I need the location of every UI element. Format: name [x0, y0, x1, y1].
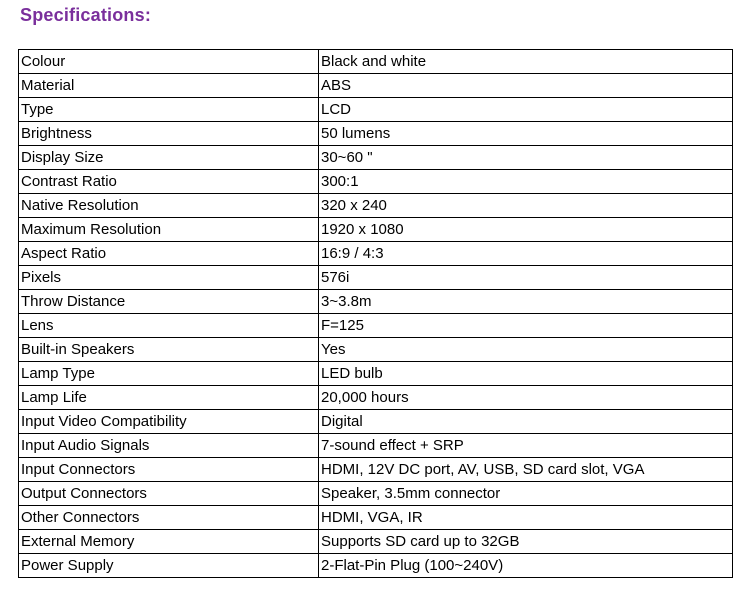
spec-value: 30~60 " — [319, 146, 733, 170]
table-row — [19, 98, 733, 122]
spec-label: Output Connectors — [19, 482, 319, 506]
table-row — [19, 218, 733, 242]
spec-label: Power Supply — [19, 554, 319, 578]
spec-value: 2-Flat-Pin Plug (100~240V) — [319, 554, 733, 578]
spec-label: Native Resolution — [19, 194, 319, 218]
spec-value: Speaker, 3.5mm connector — [319, 482, 733, 506]
spec-value: HDMI, 12V DC port, AV, USB, SD card slot, VGA — [319, 458, 733, 482]
spec-label: Built-in Speakers — [19, 338, 319, 362]
spec-label: Lamp Life — [19, 386, 319, 410]
spec-value: Digital — [319, 410, 733, 434]
spec-value: HDMI, VGA, IR — [319, 506, 733, 530]
spec-label: Display Size — [19, 146, 319, 170]
spec-label: Pixels — [19, 266, 319, 290]
table-row — [19, 122, 733, 146]
spec-value: LED bulb — [319, 362, 733, 386]
table-row — [19, 50, 733, 74]
spec-label: Throw Distance — [19, 290, 319, 314]
spec-label: Input Connectors — [19, 458, 319, 482]
spec-value: 3~3.8m — [319, 290, 733, 314]
specifications-table-body — [19, 50, 733, 578]
spec-label: Input Audio Signals — [19, 434, 319, 458]
spec-label: Input Video Compatibility — [19, 410, 319, 434]
spec-label: Lamp Type — [19, 362, 319, 386]
table-row — [19, 410, 733, 434]
spec-label: Brightness — [19, 122, 319, 146]
table-row — [19, 290, 733, 314]
spec-value: 16:9 / 4:3 — [319, 242, 733, 266]
spec-label: Aspect Ratio — [19, 242, 319, 266]
spec-label: Material — [19, 74, 319, 98]
table-row — [19, 74, 733, 98]
spec-value: 300:1 — [319, 170, 733, 194]
table-row — [19, 482, 733, 506]
table-row — [19, 506, 733, 530]
spec-value: Yes — [319, 338, 733, 362]
spec-value: 1920 x 1080 — [319, 218, 733, 242]
table-row — [19, 242, 733, 266]
spec-value: Supports SD card up to 32GB — [319, 530, 733, 554]
table-row — [19, 266, 733, 290]
spec-value: 50 lumens — [319, 122, 733, 146]
spec-label: Type — [19, 98, 319, 122]
table-row — [19, 314, 733, 338]
table-row — [19, 170, 733, 194]
spec-value: 320 x 240 — [319, 194, 733, 218]
table-row — [19, 458, 733, 482]
table-row — [19, 338, 733, 362]
table-row — [19, 530, 733, 554]
spec-value: F=125 — [319, 314, 733, 338]
spec-value: 7-sound effect + SRP — [319, 434, 733, 458]
spec-label: Other Connectors — [19, 506, 319, 530]
spec-value: 576i — [319, 266, 733, 290]
spec-label: Contrast Ratio — [19, 170, 319, 194]
table-row — [19, 434, 733, 458]
spec-label: External Memory — [19, 530, 319, 554]
table-row — [19, 146, 733, 170]
spec-value: ABS — [319, 74, 733, 98]
page-title: Specifications: — [20, 5, 152, 25]
spec-label: Lens — [19, 314, 319, 338]
spec-value: 20,000 hours — [319, 386, 733, 410]
specifications-table — [18, 49, 733, 578]
table-row — [19, 554, 733, 578]
spec-value: Black and white — [319, 50, 733, 74]
spec-value: LCD — [319, 98, 733, 122]
spec-label: Colour — [19, 50, 319, 74]
spec-label: Maximum Resolution — [19, 218, 319, 242]
table-row — [19, 194, 733, 218]
table-row — [19, 362, 733, 386]
table-row — [19, 386, 733, 410]
